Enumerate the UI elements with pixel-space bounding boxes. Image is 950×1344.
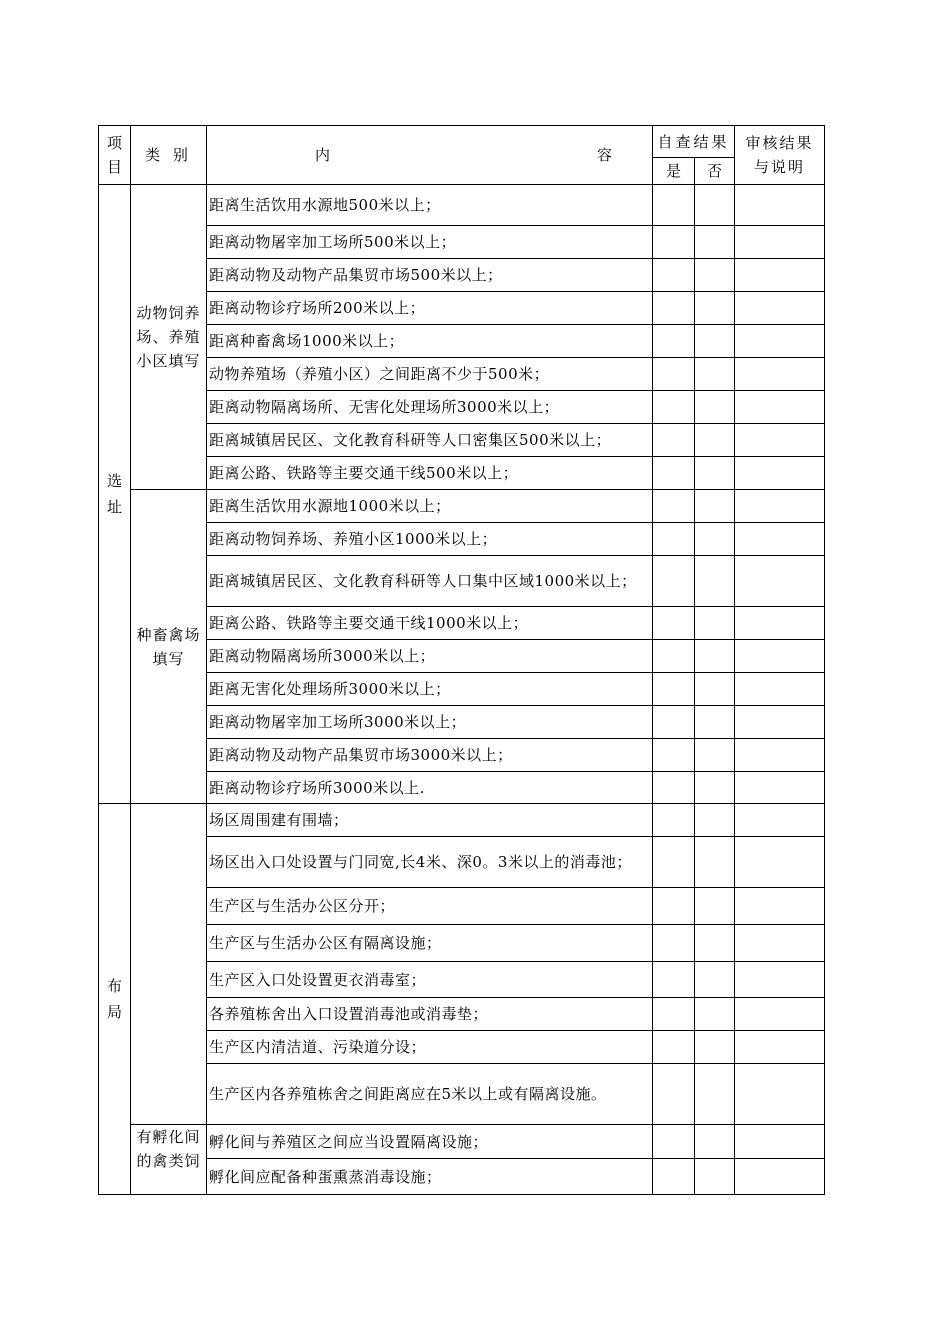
review-note-cell[interactable] xyxy=(735,1031,825,1064)
no-checkbox-cell[interactable] xyxy=(695,837,735,888)
content-cell: 距离动物诊疗场所200米以上； xyxy=(207,292,653,325)
category-cell xyxy=(131,804,207,1125)
content-cell: 场区周围建有围墙； xyxy=(207,804,653,837)
content-cell: 距离动物诊疗场所3000米以上. xyxy=(207,772,653,804)
content-cell: 距离动物及动物产品集贸市场500米以上； xyxy=(207,259,653,292)
review-note-cell[interactable] xyxy=(735,1125,825,1159)
content-cell: 距离动物屠宰加工场所3000米以上； xyxy=(207,706,653,739)
item-cell xyxy=(99,185,131,804)
yes-checkbox-cell[interactable] xyxy=(653,1031,695,1064)
content-cell: 距离公路、铁路等主要交通干线500米以上； xyxy=(207,457,653,490)
table-row xyxy=(99,490,825,523)
review-note-cell[interactable] xyxy=(735,998,825,1031)
no-checkbox-cell[interactable] xyxy=(695,1125,735,1159)
header-review-label: 审核结果与说明 xyxy=(745,134,814,176)
header-no xyxy=(695,158,735,185)
table-row xyxy=(99,424,825,457)
review-note-cell[interactable] xyxy=(735,640,825,673)
table-row xyxy=(99,837,825,888)
header-yes xyxy=(653,158,695,185)
no-checkbox-cell[interactable] xyxy=(695,185,735,226)
yes-checkbox-cell[interactable] xyxy=(653,1125,695,1159)
table-row xyxy=(99,556,825,607)
no-checkbox-cell[interactable] xyxy=(695,457,735,490)
yes-checkbox-cell[interactable] xyxy=(653,226,695,259)
review-note-cell[interactable] xyxy=(735,185,825,226)
no-checkbox-cell[interactable] xyxy=(695,962,735,998)
category-label: 有孵化间的禽类饲 xyxy=(136,1128,201,1170)
yes-checkbox-cell[interactable] xyxy=(653,925,695,962)
review-note-cell[interactable] xyxy=(735,391,825,424)
yes-checkbox-cell[interactable] xyxy=(653,888,695,925)
review-note-cell[interactable] xyxy=(735,523,825,556)
table-row xyxy=(99,607,825,640)
content-cell: 场区出入口处设置与门同宽,长4米、深0。3米以上的消毒池； xyxy=(207,837,653,888)
content-cell: 生产区与生活办公区分开； xyxy=(207,888,653,925)
table-row xyxy=(99,962,825,998)
yes-checkbox-cell[interactable] xyxy=(653,325,695,358)
review-note-cell[interactable] xyxy=(735,962,825,998)
review-note-cell[interactable] xyxy=(735,673,825,706)
content-cell: 距离动物及动物产品集贸市场3000米以上； xyxy=(207,739,653,772)
table-row xyxy=(99,1125,825,1159)
table-row xyxy=(99,358,825,391)
no-checkbox-cell[interactable] xyxy=(695,739,735,772)
review-note-cell[interactable] xyxy=(735,1159,825,1195)
yes-checkbox-cell[interactable] xyxy=(653,1159,695,1195)
yes-checkbox-cell[interactable] xyxy=(653,998,695,1031)
table-row xyxy=(99,457,825,490)
review-note-cell[interactable] xyxy=(735,358,825,391)
self-check-table xyxy=(98,125,825,1195)
content-cell: 距离动物饲养场、养殖小区1000米以上； xyxy=(207,523,653,556)
no-checkbox-cell[interactable] xyxy=(695,424,735,457)
content-cell: 各养殖栋舍出入口设置消毒池或消毒垫； xyxy=(207,998,653,1031)
category-cell xyxy=(131,490,207,804)
table-row xyxy=(99,804,825,837)
no-checkbox-cell[interactable] xyxy=(695,804,735,837)
yes-checkbox-cell[interactable] xyxy=(653,962,695,998)
review-note-cell[interactable] xyxy=(735,607,825,640)
no-checkbox-cell[interactable] xyxy=(695,292,735,325)
content-cell: 距离种畜禽场1000米以上； xyxy=(207,325,653,358)
yes-checkbox-cell[interactable] xyxy=(653,640,695,673)
no-checkbox-cell[interactable] xyxy=(695,259,735,292)
content-cell: 距离城镇居民区、文化教育科研等人口密集区500米以上； xyxy=(207,424,653,457)
review-note-cell[interactable] xyxy=(735,292,825,325)
review-note-cell[interactable] xyxy=(735,490,825,523)
content-cell: 距离动物隔离场所3000米以上； xyxy=(207,640,653,673)
category-cell xyxy=(131,1125,207,1195)
table-row xyxy=(99,292,825,325)
table-row xyxy=(99,185,825,226)
review-note-cell[interactable] xyxy=(735,804,825,837)
yes-checkbox-cell[interactable] xyxy=(653,185,695,226)
yes-checkbox-cell[interactable] xyxy=(653,1064,695,1125)
yes-checkbox-cell[interactable] xyxy=(653,804,695,837)
no-checkbox-cell[interactable] xyxy=(695,1064,735,1125)
header-content xyxy=(207,126,653,185)
yes-checkbox-cell[interactable] xyxy=(653,739,695,772)
content-cell: 距离无害化处理场所3000米以上； xyxy=(207,673,653,706)
table-row xyxy=(99,1064,825,1125)
header-self-check-label: 自查结果 xyxy=(657,132,730,151)
content-cell: 生产区与生活办公区有隔离设施； xyxy=(207,925,653,962)
content-cell: 孵化间应配备种蛋熏蒸消毒设施； xyxy=(207,1159,653,1195)
no-checkbox-cell[interactable] xyxy=(695,706,735,739)
content-cell: 距离生活饮用水源地500米以上； xyxy=(207,185,653,226)
review-note-cell[interactable] xyxy=(735,837,825,888)
no-checkbox-cell[interactable] xyxy=(695,490,735,523)
table-row xyxy=(99,739,825,772)
table-row xyxy=(99,673,825,706)
yes-checkbox-cell[interactable] xyxy=(653,424,695,457)
no-checkbox-cell[interactable] xyxy=(695,925,735,962)
no-checkbox-cell[interactable] xyxy=(695,1159,735,1195)
no-checkbox-cell[interactable] xyxy=(695,607,735,640)
table-row xyxy=(99,259,825,292)
yes-checkbox-cell[interactable] xyxy=(653,556,695,607)
content-cell: 孵化间与养殖区之间应当设置隔离设施； xyxy=(207,1125,653,1159)
content-cell: 动物养殖场（养殖小区）之间距离不少于500米； xyxy=(207,358,653,391)
content-cell: 生产区内各养殖栋舍之间距离应在5米以上或有隔离设施。 xyxy=(207,1064,653,1125)
no-checkbox-cell[interactable] xyxy=(695,673,735,706)
table-row xyxy=(99,325,825,358)
content-cell: 距离城镇居民区、文化教育科研等人口集中区域1000米以上； xyxy=(207,556,653,607)
header-category xyxy=(131,126,207,185)
yes-checkbox-cell[interactable] xyxy=(653,457,695,490)
content-cell: 距离公路、铁路等主要交通干线1000米以上； xyxy=(207,607,653,640)
header-item-label: 项目 xyxy=(106,134,122,176)
no-checkbox-cell[interactable] xyxy=(695,998,735,1031)
item-cell xyxy=(99,804,131,1195)
review-note-cell[interactable] xyxy=(735,706,825,739)
yes-checkbox-cell[interactable] xyxy=(653,523,695,556)
yes-checkbox-cell[interactable] xyxy=(653,292,695,325)
header-yes-label: 是 xyxy=(665,162,681,180)
header-review xyxy=(735,126,825,185)
review-note-cell[interactable] xyxy=(735,457,825,490)
no-checkbox-cell[interactable] xyxy=(695,556,735,607)
header-self-check xyxy=(653,126,735,158)
header-no-label: 否 xyxy=(707,162,723,180)
no-checkbox-cell[interactable] xyxy=(695,772,735,804)
table-row xyxy=(99,925,825,962)
header-category-label: 类 别 xyxy=(145,146,192,164)
no-checkbox-cell[interactable] xyxy=(695,226,735,259)
yes-checkbox-cell[interactable] xyxy=(653,837,695,888)
table-row xyxy=(99,523,825,556)
no-checkbox-cell[interactable] xyxy=(695,523,735,556)
category-cell xyxy=(131,185,207,490)
review-note-cell[interactable] xyxy=(735,739,825,772)
header-content-left: 内 xyxy=(315,146,331,164)
category-label: 动物饲养场、养殖小区填写 xyxy=(136,304,201,370)
no-checkbox-cell[interactable] xyxy=(695,640,735,673)
no-checkbox-cell[interactable] xyxy=(695,325,735,358)
content-cell: 生产区内清洁道、污染道分设； xyxy=(207,1031,653,1064)
review-note-cell[interactable] xyxy=(735,226,825,259)
yes-checkbox-cell[interactable] xyxy=(653,772,695,804)
review-note-cell[interactable] xyxy=(735,325,825,358)
yes-checkbox-cell[interactable] xyxy=(653,391,695,424)
yes-checkbox-cell[interactable] xyxy=(653,490,695,523)
yes-checkbox-cell[interactable] xyxy=(653,358,695,391)
review-note-cell[interactable] xyxy=(735,772,825,804)
item-label: 布局 xyxy=(106,977,122,1021)
table-row xyxy=(99,998,825,1031)
content-cell: 生产区入口处设置更衣消毒室； xyxy=(207,962,653,998)
content-cell: 距离动物隔离场所、无害化处理场所3000米以上； xyxy=(207,391,653,424)
yes-checkbox-cell[interactable] xyxy=(653,706,695,739)
no-checkbox-cell[interactable] xyxy=(695,391,735,424)
yes-checkbox-cell[interactable] xyxy=(653,607,695,640)
table-row xyxy=(99,391,825,424)
table-row xyxy=(99,226,825,259)
content-cell: 距离动物屠宰加工场所500米以上； xyxy=(207,226,653,259)
review-note-cell[interactable] xyxy=(735,1064,825,1125)
table-row xyxy=(99,772,825,804)
yes-checkbox-cell[interactable] xyxy=(653,673,695,706)
header-item xyxy=(99,126,131,185)
yes-checkbox-cell[interactable] xyxy=(653,259,695,292)
inspection-form xyxy=(98,125,824,1195)
table-row xyxy=(99,706,825,739)
header-content-right: 容 xyxy=(596,146,612,164)
table-row xyxy=(99,640,825,673)
review-note-cell[interactable] xyxy=(735,424,825,457)
content-cell: 距离生活饮用水源地1000米以上； xyxy=(207,490,653,523)
review-note-cell[interactable] xyxy=(735,259,825,292)
review-note-cell[interactable] xyxy=(735,556,825,607)
no-checkbox-cell[interactable] xyxy=(695,888,735,925)
table-row xyxy=(99,888,825,925)
item-label: 选址 xyxy=(106,472,122,516)
no-checkbox-cell[interactable] xyxy=(695,358,735,391)
review-note-cell[interactable] xyxy=(735,925,825,962)
table-row xyxy=(99,1031,825,1064)
no-checkbox-cell[interactable] xyxy=(695,1031,735,1064)
category-label: 种畜禽场填写 xyxy=(136,625,201,668)
review-note-cell[interactable] xyxy=(735,888,825,925)
table-row xyxy=(99,1159,825,1195)
